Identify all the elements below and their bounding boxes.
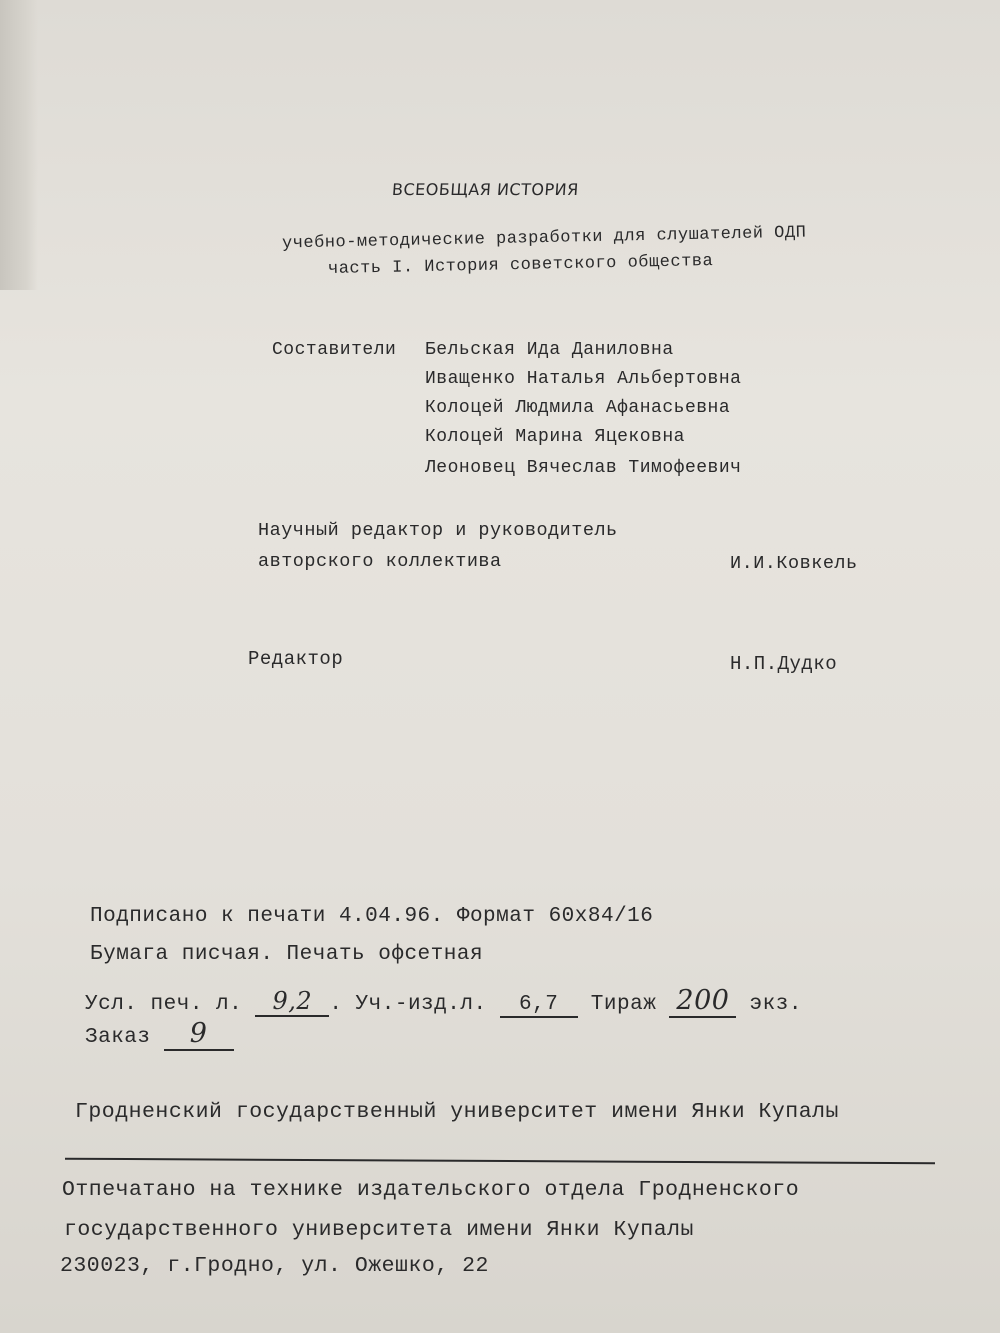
order-label: Заказ bbox=[85, 1026, 151, 1049]
scientific-editor-label: Научный редактор и руководитель bbox=[258, 520, 618, 541]
compiler-name: Бельская Ида Даниловна bbox=[425, 340, 674, 360]
imprint-order-line bbox=[85, 1018, 234, 1051]
document-subtitle-line1: учебно-методические разработки для слушателей ОДП bbox=[281, 223, 807, 254]
document-title: ВСЕОБЩАЯ ИСТОРИЯ bbox=[391, 180, 580, 199]
page-edge-shadow bbox=[0, 0, 38, 290]
divider bbox=[65, 1158, 935, 1165]
document-subtitle-line2: часть I. История советского общества bbox=[327, 251, 714, 280]
imprint-paper-line: Бумага писчая. Печать офсетная bbox=[90, 943, 484, 966]
usl-pech-value: 9,2 bbox=[255, 987, 329, 1017]
compiler-name: Иващенко Наталья Альбертовна bbox=[425, 369, 742, 389]
editor-name: Н.П.Дудко bbox=[730, 653, 838, 675]
printed-by-line2: государственного университета имени Янки Купалы bbox=[64, 1218, 694, 1242]
copies-suffix: экз. bbox=[749, 993, 802, 1016]
tirazh-value: 200 bbox=[669, 985, 736, 1018]
usl-pech-label: Усл. печ. л. bbox=[85, 993, 243, 1016]
scientific-editor-name: И.И.Ковкель bbox=[730, 553, 858, 574]
compilers-label: Составители bbox=[272, 340, 397, 360]
compiler-name: Колоцей Марина Яцековна bbox=[425, 427, 685, 447]
imprint-sheets-line bbox=[85, 985, 802, 1018]
imprint-signed-line: Подписано к печати 4.04.96. Формат 60х84/16 bbox=[90, 905, 654, 928]
printed-by-address: 230023, г.Гродно, ул. Ожешко, 22 bbox=[60, 1254, 489, 1278]
uch-izd-label: . Уч.-изд.л. bbox=[329, 993, 487, 1016]
printed-by-line1: Отпечатано на технике издательского отдела Гродненского bbox=[62, 1178, 800, 1202]
uch-izd-value: 6,7 bbox=[500, 993, 578, 1018]
order-value: 9 bbox=[164, 1018, 234, 1051]
compiler-name: Колоцей Людмила Афанасьевна bbox=[425, 398, 731, 418]
scientific-editor-label-cont: авторского коллектива bbox=[258, 551, 502, 572]
editor-label: Редактор bbox=[248, 648, 344, 670]
compiler-name: Леоновец Вячеслав Тимофеевич bbox=[425, 458, 742, 478]
university-name: Гродненский государственный университет имени Янки Купалы bbox=[75, 1100, 839, 1124]
tirazh-label: Тираж bbox=[590, 993, 657, 1016]
